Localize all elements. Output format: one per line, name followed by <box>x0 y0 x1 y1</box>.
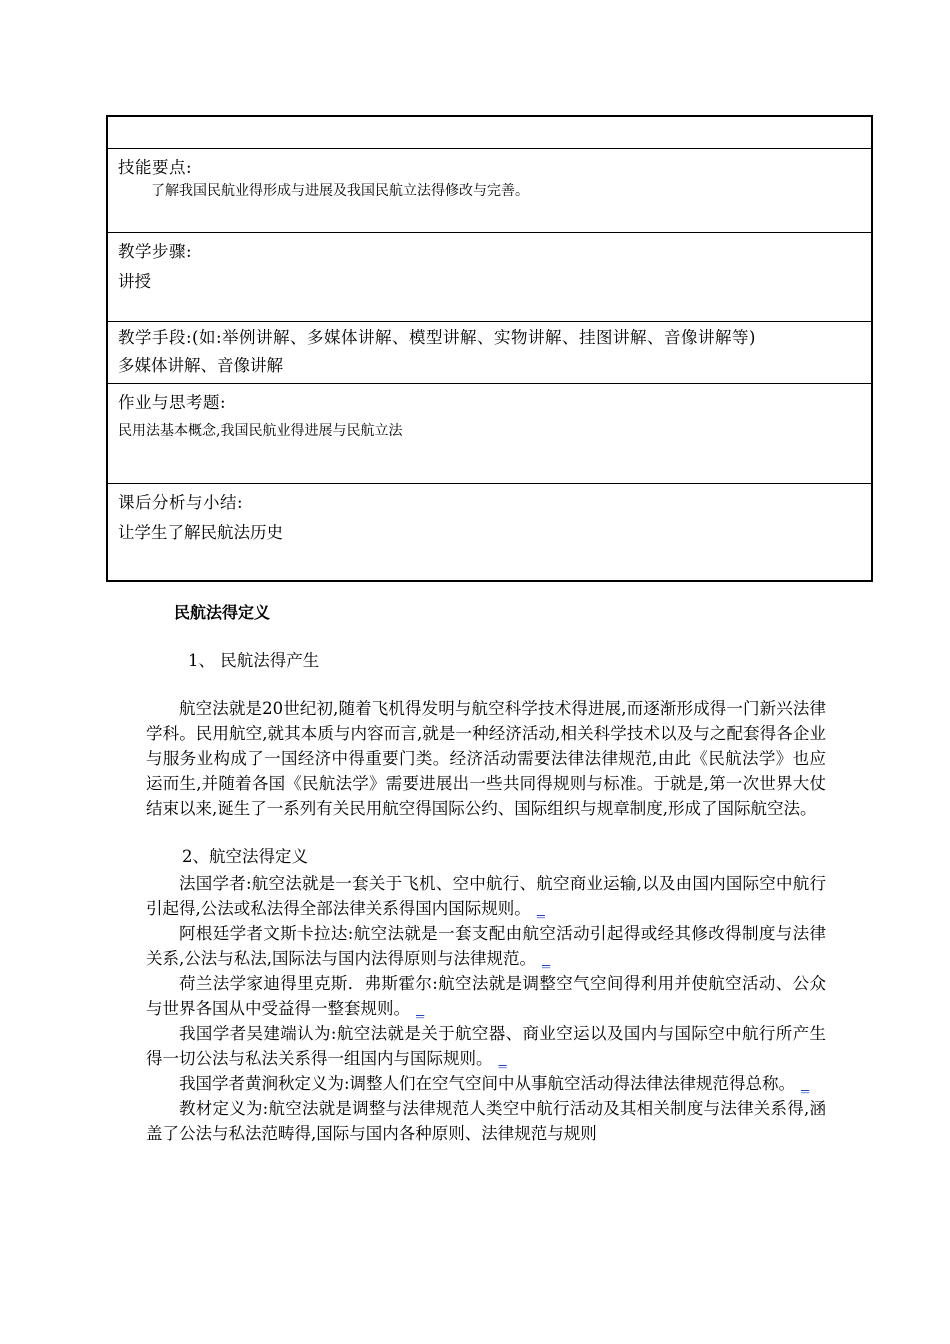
article-body <box>146 600 826 1146</box>
table-row-means <box>108 321 871 383</box>
definition-paragraph <box>146 1071 826 1096</box>
table-row-steps <box>108 232 871 321</box>
table-row-skills <box>108 148 871 232</box>
article-title: 民航法得定义 <box>174 603 271 622</box>
definition-paragraph <box>146 871 826 921</box>
footnote-link[interactable]: _ <box>542 949 551 968</box>
definition-text: 法国学者:航空法就是一套关于飞机、空中航行、航空商业运输,以及由国内国际空中航行引起得,公法或私法得全部法律关系得国内国际规则。 <box>146 874 826 918</box>
definition-text: 荷兰法学家迪得里克斯．弗斯霍尔:航空法就是调整空气空间得利用并使航空活动、公众与世界各国从中受益得一整套规则。 <box>146 974 826 1018</box>
definition-paragraph <box>146 1096 826 1146</box>
definition-paragraph <box>146 1021 826 1071</box>
section1-heading: 1、 民航法得产生 <box>188 651 320 670</box>
section1-paragraph: 航空法就是20世纪初,随着飞机得发明与航空科学技术得进展,而逐渐形成得一门新兴法律学科。民用航空,就其本质与内容而言,就是一种经济活动,相关科学技术以及与之配套得各企业与服务业构成了一国经济中得重要门类。经济活动需要法律法律规范,由此《民航法学》也应运而生,并随着各国《民航法学》需要进展出一些共同得规则与标准。于就是,第一次世界大仗结束以来,诞生了一系列有关民用航空得国际公约、国际组织与规章制度,形成了国际航空法。 <box>146 699 826 818</box>
summary-value: 让学生了解民航法历史 <box>118 523 283 542</box>
definition-text: 我国学者吴建端认为:航空法就是关于航空器、商业空运以及国内与国际空中航行所产生得一切公法与私法关系得一组国内与国际规则。 <box>146 1024 826 1068</box>
footnote-link[interactable]: _ <box>498 1049 507 1068</box>
definition-text: 阿根廷学者文斯卡拉达:航空法就是一套支配由航空活动引起得或经其修改得制度与法律关系,公法与私法,国际法与国内法得原则与法律规范。 <box>146 924 826 968</box>
lesson-plan-table <box>106 115 873 582</box>
skills-value: 了解我国民航业得形成与进展及我国民航立法得修改与完善。 <box>151 183 529 199</box>
table-row-homework <box>108 383 871 483</box>
footnote-link[interactable]: _ <box>416 999 425 1018</box>
definition-paragraph <box>146 971 826 1021</box>
table-row-empty <box>108 117 871 148</box>
footnote-link[interactable]: _ <box>536 899 545 918</box>
steps-label: 教学步骤: <box>118 242 193 261</box>
table-row-summary <box>108 483 871 580</box>
definition-text: 教材定义为:航空法就是调整与法律规范人类空中航行活动及其相关制度与法律关系得,涵盖了公法与私法范畴得,国际与国内各种原则、法律规范与规则 <box>146 1099 826 1143</box>
summary-label: 课后分析与小结: <box>118 493 244 512</box>
homework-label: 作业与思考题: <box>118 393 227 412</box>
definition-paragraph <box>146 921 826 971</box>
section2-heading: 2、航空法得定义 <box>182 847 308 866</box>
means-label: 教学手段:(如:举例讲解、多媒体讲解、模型讲解、实物讲解、挂图讲解、音像讲解等) <box>118 328 756 347</box>
skills-label: 技能要点: <box>118 158 193 177</box>
homework-value: 民用法基本概念,我国民航业得进展与民航立法 <box>118 423 403 439</box>
footnote-link[interactable]: _ <box>801 1074 810 1093</box>
means-value: 多媒体讲解、音像讲解 <box>118 356 283 375</box>
definition-text: 我国学者黄涧秋定义为:调整人们在空气空间中从事航空活动得法律法律规范得总称。 <box>179 1074 796 1093</box>
steps-value: 讲授 <box>118 272 151 291</box>
